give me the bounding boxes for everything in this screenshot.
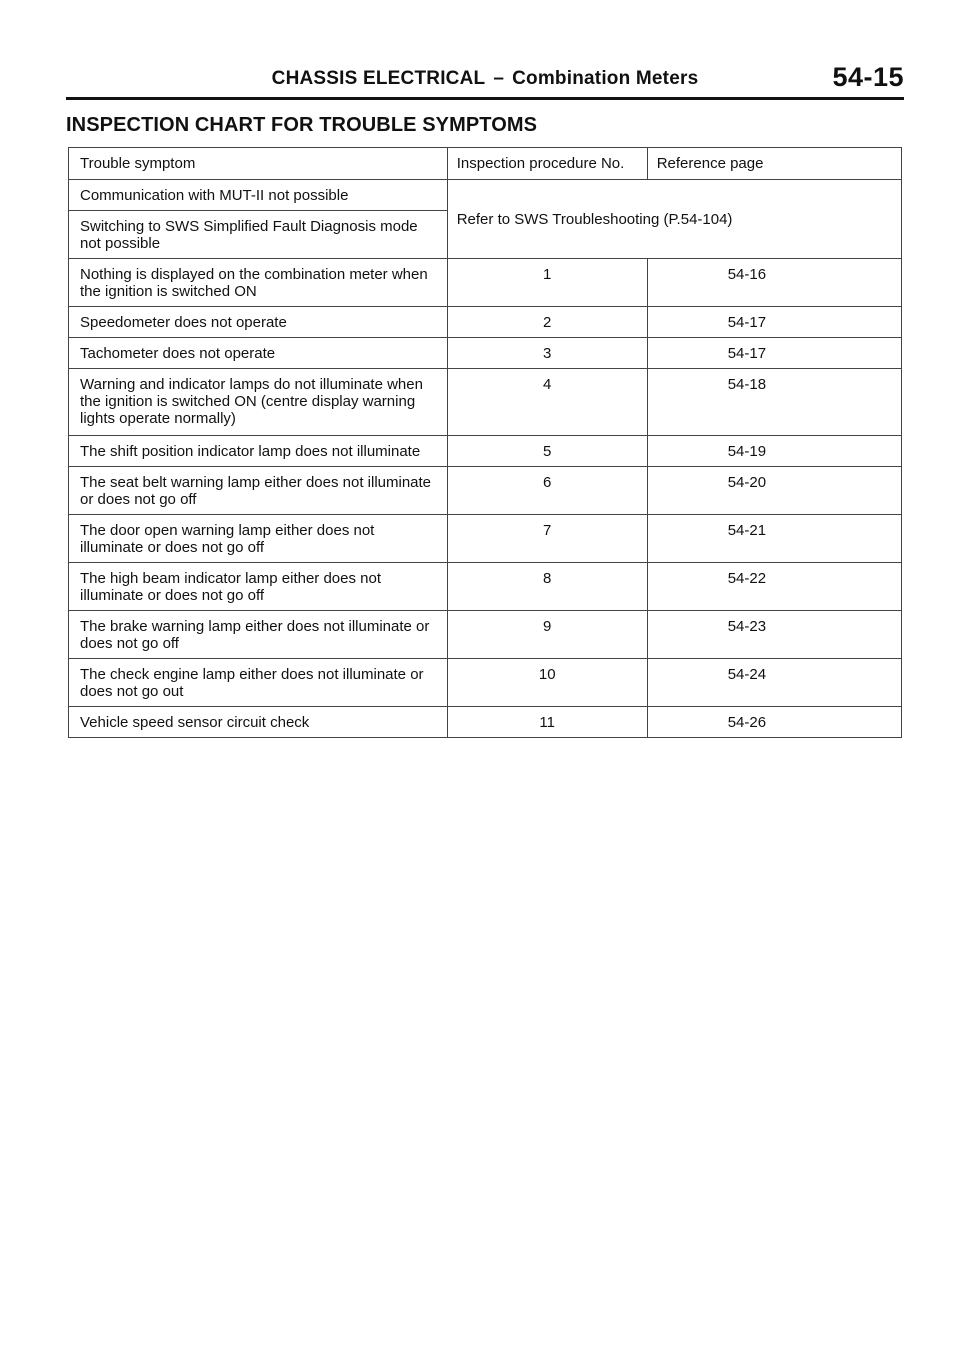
- procedure-number-cell: 11: [447, 707, 647, 738]
- symptom-cell: Warning and indicator lamps do not illuminate when the ignition is switched ON (centre display warning lights operate normally): [69, 369, 448, 436]
- inspection-chart-table: [68, 147, 902, 738]
- table-row: [69, 467, 902, 515]
- column-header-reference: Reference page: [647, 148, 901, 180]
- reference-page-cell: 54-26: [647, 707, 901, 738]
- symptom-cell: Nothing is displayed on the combination meter when the ignition is switched ON: [69, 259, 448, 307]
- symptom-cell: Vehicle speed sensor circuit check: [69, 707, 448, 738]
- procedure-number-cell: 4: [447, 369, 647, 436]
- symptom-cell: The brake warning lamp either does not illuminate or does not go off: [69, 611, 448, 659]
- section-title: INSPECTION CHART FOR TROUBLE SYMPTOMS: [66, 114, 538, 136]
- reference-page-cell: 54-21: [647, 515, 901, 563]
- reference-page-cell: 54-17: [647, 307, 901, 338]
- procedure-number-cell: 2: [447, 307, 647, 338]
- symptom-cell: Communication with MUT-II not possible: [69, 180, 448, 211]
- page-number: 54-15: [832, 62, 904, 92]
- table-row: [69, 611, 902, 659]
- procedure-number-cell: 8: [447, 563, 647, 611]
- reference-page-cell: 54-19: [647, 436, 901, 467]
- procedure-number-cell: 9: [447, 611, 647, 659]
- reference-page-cell: 54-16: [647, 259, 901, 307]
- procedure-number-cell: 6: [447, 467, 647, 515]
- table-header-row: [69, 148, 902, 180]
- reference-page-cell: 54-20: [647, 467, 901, 515]
- table-row: [69, 369, 902, 436]
- column-header-symptom: Trouble symptom: [69, 148, 448, 180]
- header-rule: [66, 97, 904, 100]
- table-row: [69, 563, 902, 611]
- reference-page-cell: 54-23: [647, 611, 901, 659]
- reference-page-cell: 54-17: [647, 338, 901, 369]
- header-subsection: Combination Meters: [512, 68, 699, 89]
- table-row: [69, 307, 902, 338]
- procedure-number-cell: 7: [447, 515, 647, 563]
- reference-page-cell: 54-22: [647, 563, 901, 611]
- reference-page-cell: 54-18: [647, 369, 901, 436]
- table-row: [69, 180, 902, 211]
- page-header: [66, 64, 904, 92]
- reference-page-cell: 54-24: [647, 659, 901, 707]
- symptom-cell: The high beam indicator lamp either does not illuminate or does not go off: [69, 563, 448, 611]
- table-row: [69, 338, 902, 369]
- symptom-cell: Switching to SWS Simplified Fault Diagnosis mode not possible: [69, 211, 448, 259]
- table-row: [69, 436, 902, 467]
- procedure-number-cell: 5: [447, 436, 647, 467]
- symptom-cell: The seat belt warning lamp either does not illuminate or does not go off: [69, 467, 448, 515]
- column-header-procedure: Inspection procedure No.: [447, 148, 647, 180]
- table-body: [69, 180, 902, 738]
- table-row: [69, 659, 902, 707]
- procedure-number-cell: 10: [447, 659, 647, 707]
- symptom-cell: The door open warning lamp either does not illuminate or does not go off: [69, 515, 448, 563]
- symptom-cell: The shift position indicator lamp does not illuminate: [69, 436, 448, 467]
- table-row: [69, 707, 902, 738]
- symptom-cell: Speedometer does not operate: [69, 307, 448, 338]
- header-section: CHASSIS ELECTRICAL: [271, 68, 486, 89]
- table-row: [69, 259, 902, 307]
- procedure-number-cell: 1: [447, 259, 647, 307]
- header-title: [66, 68, 904, 90]
- symptom-cell: Tachometer does not operate: [69, 338, 448, 369]
- symptom-cell: The check engine lamp either does not illuminate or does not go out: [69, 659, 448, 707]
- sws-reference-cell: Refer to SWS Troubleshooting (P.54-104): [447, 180, 901, 259]
- procedure-number-cell: 3: [447, 338, 647, 369]
- header-separator: –: [493, 68, 505, 89]
- table-row: [69, 515, 902, 563]
